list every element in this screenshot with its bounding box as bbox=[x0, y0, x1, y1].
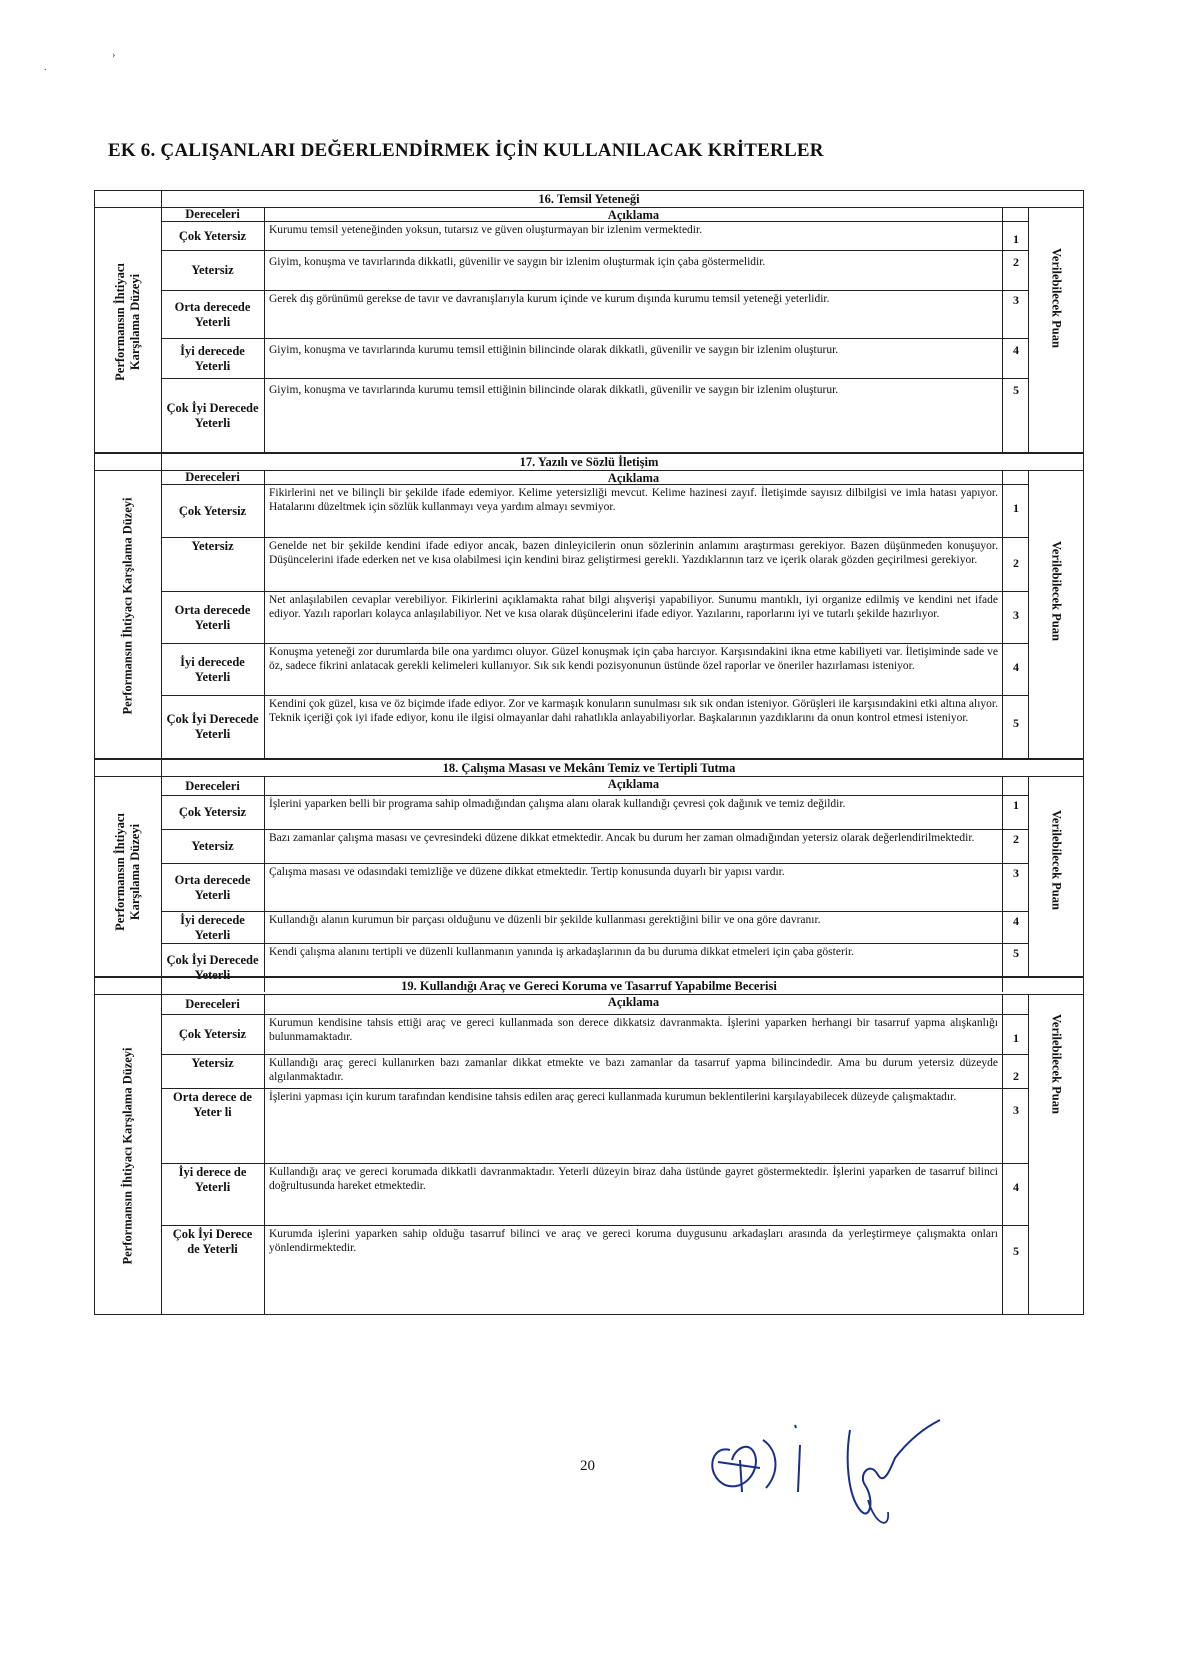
degree-cell: Orta derecede Yeterli bbox=[161, 864, 265, 911]
page-number: 20 bbox=[580, 1458, 595, 1474]
point-cell: 1 bbox=[1013, 232, 1019, 246]
criteria-section-16 bbox=[94, 190, 1084, 453]
degree-cell: Orta derece de Yeter li bbox=[161, 1089, 265, 1163]
description-cell: Kendi çalışma alanını tertipli ve düzenli kullanmanın yanında iş arkadaşlarının da bu duruma dikkat etmeleri için çaba gösterir. bbox=[265, 944, 1003, 992]
point-cell: 2 bbox=[1013, 556, 1019, 570]
point-cell: 3 bbox=[1013, 866, 1019, 880]
point-cell: 1 bbox=[1013, 1031, 1019, 1045]
performance-level-column bbox=[95, 760, 162, 976]
table-row bbox=[161, 251, 1029, 291]
criteria-grid bbox=[161, 994, 1029, 1314]
page-title: EK 6. ÇALIŞANLARI DEĞERLENDİRMEK İÇİN KULLANILACAK KRİTERLER bbox=[108, 140, 824, 161]
points-label-column bbox=[1028, 207, 1083, 452]
description-cell: Kullandığı alanın kurumun bir parçası olduğunu ve düzenli bir şekilde kullanması gerektiğini bilir ve ona göre davranır. bbox=[265, 912, 1003, 943]
point-cell: 5 bbox=[1013, 1244, 1019, 1258]
table-row bbox=[161, 1089, 1029, 1164]
scan-mark: . bbox=[44, 62, 47, 73]
section-title: 17. Yazılı ve Sözlü İletişim bbox=[95, 454, 1083, 471]
description-header: Açıklama bbox=[265, 776, 1003, 795]
description-cell: Çalışma masası ve odasındaki temizliğe ve düzene dikkat etmektedir. Tertip konusunda duyarlı bir yapısı vardır. bbox=[265, 864, 1003, 911]
degree-cell: Çok İyi Derecede Yeterli bbox=[161, 379, 265, 453]
table-row bbox=[161, 339, 1029, 379]
description-cell: Gerek dış görünümü gerekse de tavır ve davranışlarıyla kurum içinde ve kurum dışında kurumu temsil yeteneği yeterlidir. bbox=[265, 291, 1003, 338]
performance-level-column bbox=[95, 454, 162, 758]
description-cell: Fikirlerini net ve bilinçli bir şekilde ifade edemiyor. Kelime yetersizliği mevcut. Kelime hazinesi zayıf. İletişimde sayısız dilbilgisi ve imla hatası yapıyor. Hatalarını düzeltmek için sözlük kullanmayı veya yardım almayı sevmiyor. bbox=[265, 485, 1003, 537]
table-header bbox=[161, 207, 1029, 222]
description-cell: Bazı zamanlar çalışma masası ve çevresindeki düzene dikkat etmektedir. Ancak bu durum her zaman olmadığından yetersiz olarak değerlendirilmektedir. bbox=[265, 830, 1003, 863]
performance-level-label bbox=[121, 1048, 136, 1265]
description-cell: Kullandığı araç gereci kullanırken bazı zamanlar dikkat etmekte ve bazı zamanlar da tasarruf yapma bilincindedir. Ama bu durum yetersiz düzeyde algılanmaktadır. bbox=[265, 1055, 1003, 1088]
degree-cell: Orta derecede Yeterli bbox=[161, 592, 265, 643]
table-header bbox=[161, 994, 1029, 1015]
points-label: Verilebilecek Puan bbox=[1049, 541, 1064, 641]
degree-cell: Çok İyi Derecede Yeterli bbox=[161, 944, 265, 992]
table-row bbox=[161, 1055, 1029, 1089]
degree-header: Dereceleri bbox=[161, 776, 265, 795]
description-cell: Net anlaşılabilen cevaplar verebiliyor. Fikirlerini açıklamakta rahat bilgi alışverişi yapabiliyor. Sunumu mantıklı, iyi organize edilmiş ve kendini net ifade ediyor. Yazılı raporları kolayca anlaşılabiliyor. Net ve kısa olarak düşüncelerini ifade ediyor. Yazılarını, raporlarını iyi ve tutarlı şekilde hazırlıyor. bbox=[265, 592, 1003, 643]
description-cell: Giyim, konuşma ve tavırlarında dikkatli, güvenilir ve saygın bir izlenim oluşturmak için çaba göstermelidir. bbox=[265, 251, 1003, 290]
point-cell: 4 bbox=[1013, 914, 1019, 928]
point-cell: 3 bbox=[1013, 1103, 1019, 1117]
point-cell: 2 bbox=[1013, 1069, 1019, 1083]
point-cell: 4 bbox=[1013, 660, 1019, 674]
description-cell: Genelde net bir şekilde kendini ifade ediyor ancak, bazen dinleyicilerin onun sözlerinin anlamını araştırması gerekiyor. Bazen düşünmeden konuşuyor. Düşüncelerini ifade ederken net ve kısa olabilmesi için kendini biraz geliştirmesi gerekli. Yazdıklarının tarz ve içerik olarak gözden geçirilmesi gerekiyor. bbox=[265, 538, 1003, 591]
criteria-section-18 bbox=[94, 759, 1084, 982]
criteria-grid bbox=[161, 207, 1029, 452]
degree-cell: Çok İyi Derece de Yeterli bbox=[161, 1226, 265, 1314]
table-header bbox=[161, 776, 1029, 796]
degree-cell: İyi derecede Yeterli bbox=[161, 912, 265, 943]
section-title: 18. Çalışma Masası ve Mekânı Temiz ve Tertipli Tutma bbox=[95, 760, 1083, 777]
performance-level-label bbox=[113, 263, 143, 381]
section-title: 19. Kullandığı Araç ve Gereci Koruma ve Tasarruf Yapabilme Becerisi bbox=[95, 978, 1083, 995]
table-row bbox=[161, 864, 1029, 912]
point-cell: 1 bbox=[1013, 798, 1019, 812]
table-row bbox=[161, 291, 1029, 339]
performance-level-label bbox=[121, 498, 136, 715]
degree-header: Dereceleri bbox=[161, 470, 265, 484]
degree-cell: Orta derecede Yeterli bbox=[161, 291, 265, 338]
table-row bbox=[161, 1015, 1029, 1055]
points-label: Verilebilecek Puan bbox=[1049, 247, 1064, 348]
description-header: Açıklama bbox=[265, 470, 1003, 484]
label-line: Performansın İhtiyacı Karşılama Düzeyi bbox=[120, 497, 135, 715]
points-label-column bbox=[1028, 994, 1083, 1314]
degree-cell: İyi derecede Yeterli bbox=[161, 339, 265, 378]
table-row bbox=[161, 222, 1029, 251]
degree-cell: Çok Yetersiz bbox=[161, 1015, 265, 1054]
label-line: Performansın İhtiyacı bbox=[113, 813, 127, 932]
degree-cell: Yetersiz bbox=[161, 1055, 265, 1088]
degree-cell: Yetersiz bbox=[161, 251, 265, 290]
table-row bbox=[161, 696, 1029, 758]
label-line: Performansın İhtiyacı bbox=[113, 262, 127, 381]
degree-header: Dereceleri bbox=[161, 994, 265, 1014]
description-cell: Kendini çok güzel, kısa ve öz biçimde ifade ediyor. Zor ve karmaşık konuların sunulması sık sık ondan isteniyor. Görüşleri ile karşısındakini etki altına alıyor. Teknik içeriği çok iyi ifade ediyor, konu ile ilgisi olmayanlar dahi rahatlıkla anlayabiliyorlar. Başkalarının yazdıklarını da onun kontrol etmesi isteniyor. bbox=[265, 696, 1003, 758]
label-line: Karşılama Düzeyi bbox=[128, 824, 142, 921]
description-cell: Giyim, konuşma ve tavırlarında kurumu temsil ettiğinin bilincinde olarak dikkatli, güvenilir ve saygın bir izlenim oluşturur. bbox=[265, 339, 1003, 378]
degree-cell: Çok İyi Derecede Yeterli bbox=[161, 696, 265, 758]
table-row bbox=[161, 379, 1029, 453]
table-row bbox=[161, 538, 1029, 592]
degree-cell: İyi derece de Yeterli bbox=[161, 1164, 265, 1225]
table-header bbox=[161, 470, 1029, 485]
description-header: Açıklama bbox=[265, 207, 1003, 221]
description-cell: İşlerini yaparken belli bir programa sahip olmadığından çalışma alanı olarak kullandığı çevresi çok dağınık ve temiz değildir. bbox=[265, 796, 1003, 829]
point-cell: 3 bbox=[1013, 608, 1019, 622]
table-row bbox=[161, 912, 1029, 944]
description-cell: İşlerini yapması için kurum tarafından kendisine tahsis edilen araç gereci kullanmada kurumun beklentilerini karşılayabilecek düzeyde çalışmaktadır. bbox=[265, 1089, 1003, 1163]
performance-level-column bbox=[95, 978, 162, 1314]
points-label: Verilebilecek Puan bbox=[1049, 1014, 1064, 1115]
point-cell: 3 bbox=[1013, 293, 1019, 307]
description-header: Açıklama bbox=[265, 994, 1003, 1014]
description-cell: Kullandığı araç ve gereci korumada dikkatli davranmaktadır. Yeterli düzeyin biraz daha üstünde gayret göstermektedir. İşlerini yaparken de tasarruf bilinci doğrultusunda hareket etmektedir. bbox=[265, 1164, 1003, 1225]
description-cell: Konuşma yeteneği zor durumlarda bile ona yardımcı oluyor. Güzel konuşmak için çaba harcıyor. Karşısındakini ikna etme kabiliyeti var. İletişiminde sade ve öz, sadece fikrini anlatacak gerekli kelimeleri kullanıyor. Sık sık kendi pozisyonunun üstünde özel raporlar ve öneriler hazırlaması isteniyor. bbox=[265, 644, 1003, 695]
section-title: 16. Temsil Yeteneği bbox=[95, 191, 1083, 208]
scan-mark: › bbox=[112, 50, 116, 61]
performance-level-label bbox=[113, 813, 143, 931]
point-cell: 2 bbox=[1013, 832, 1019, 846]
point-cell: 4 bbox=[1013, 343, 1019, 357]
table-row bbox=[161, 644, 1029, 696]
point-cell: 2 bbox=[1013, 255, 1019, 269]
criteria-grid bbox=[161, 776, 1029, 982]
label-line: Karşılama Düzeyi bbox=[128, 273, 142, 370]
description-cell: Kurumun kendisine tahsis ettiği araç ve gereci kullanmada son derece dikkatsiz davranmakta. İşlerini yaparken herhangi bir tasarruf yapma alışkanlığı bulunmamaktadır. bbox=[265, 1015, 1003, 1054]
degree-cell: Yetersiz bbox=[161, 830, 265, 863]
point-cell: 1 bbox=[1013, 501, 1019, 515]
table-row bbox=[161, 1164, 1029, 1226]
point-cell: 5 bbox=[1013, 716, 1019, 730]
signature-image bbox=[700, 1400, 960, 1540]
points-label: Verilebilecek Puan bbox=[1049, 810, 1064, 910]
point-cell: 4 bbox=[1013, 1180, 1019, 1194]
degree-cell: Yetersiz bbox=[161, 538, 265, 591]
degree-header: Dereceleri bbox=[161, 207, 265, 221]
criteria-section-17 bbox=[94, 453, 1084, 759]
criteria-section-19 bbox=[94, 977, 1084, 1315]
label-line: Performansın İhtiyacı Karşılama Düzeyi bbox=[120, 1047, 135, 1265]
table-row bbox=[161, 592, 1029, 644]
description-cell: Giyim, konuşma ve tavırlarında kurumu temsil ettiğinin bilincinde olarak dikkatli, güvenilir ve saygın bir izlenim oluşturur. bbox=[265, 379, 1003, 453]
points-label-column bbox=[1028, 470, 1083, 758]
table-row bbox=[161, 830, 1029, 864]
description-cell: Kurumda işlerini yaparken sahip olduğu tasarruf bilinci ve araç ve gereci koruma duygusunu arkadaşları arasında da yerleştirmeye çalışmakta onları yönlendirmektedir. bbox=[265, 1226, 1003, 1314]
degree-cell: Çok Yetersiz bbox=[161, 222, 265, 250]
description-cell: Kurumu temsil yeteneğinden yoksun, tutarsız ve güven oluşturmayan bir izlenim vermektedir. bbox=[265, 222, 1003, 250]
table-row bbox=[161, 796, 1029, 830]
point-cell: 5 bbox=[1013, 383, 1019, 397]
point-cell: 5 bbox=[1013, 946, 1019, 960]
performance-level-column bbox=[95, 191, 162, 452]
criteria-grid bbox=[161, 470, 1029, 758]
table-row bbox=[161, 485, 1029, 538]
degree-cell: Çok Yetersiz bbox=[161, 796, 265, 829]
points-label-column bbox=[1028, 776, 1083, 976]
degree-cell: İyi derecede Yeterli bbox=[161, 644, 265, 695]
degree-cell: Çok Yetersiz bbox=[161, 485, 265, 537]
table-row bbox=[161, 1226, 1029, 1314]
